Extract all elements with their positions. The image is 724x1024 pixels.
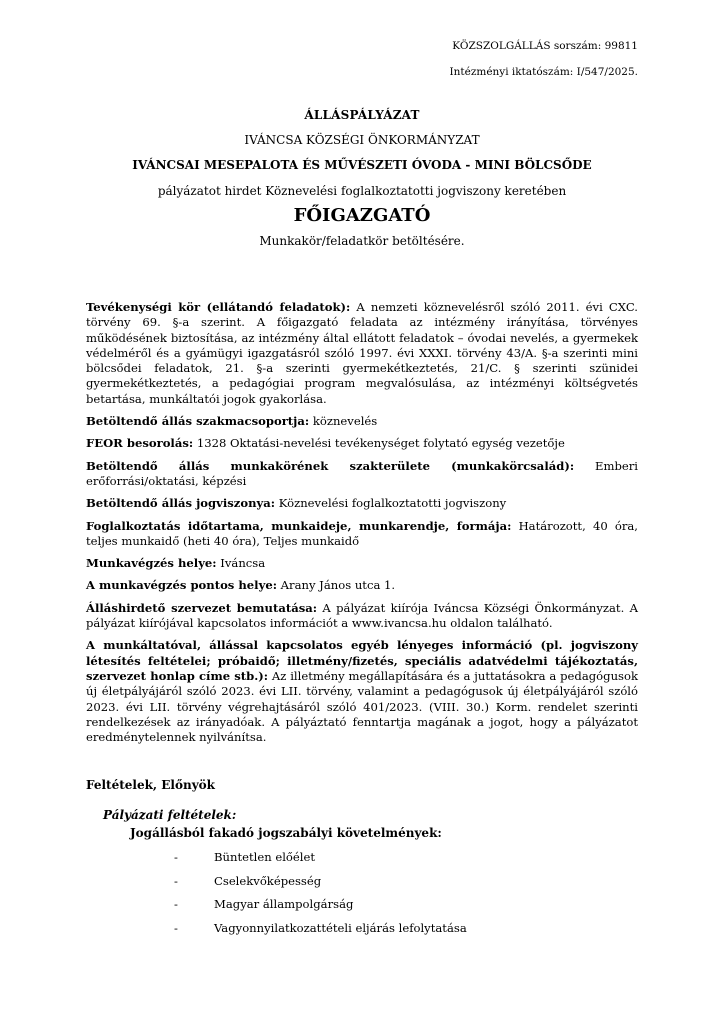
section-organization [86,601,638,632]
section-text: Arany János utca 1. [276,578,396,593]
requirements-list [174,850,467,944]
section-other-info [86,638,638,745]
conditions-heading: Feltételek, Előnyök [86,778,215,792]
section-field [86,414,638,429]
requirements-group-title: Jogállásból fakadó jogszabályi követelmények: [130,826,442,840]
bullet-dash: - [174,897,178,911]
section-label: A munkavégzés pontos helye: [86,578,277,593]
section-label: Tevékenységi kör (ellátandó feladatok): [86,300,351,314]
section-label: Betöltendő állás szakmacsoportja: [86,414,310,429]
section-label: Foglalkoztatás időtartama, munkaideje, munkarendje, formája: [86,518,512,533]
section-workplace [86,556,638,571]
document-kind: ÁLLÁSPÁLYÁZAT [304,108,420,122]
section-text: A nemzeti köznevelésről szóló 2011. évi CXC. törvény 69. §-a szerint. A főigazgató feladata az intézmény irányítása, törvényes működésének biztosítása, az intézmény által ellátott feladatok – óvodai nevelés, a gyermekek védelméről és a gyámügyi igazgatásról szóló 1997. évi XXXI. törvény 43/A. §-a szerinti mini bölcsődei feladatok, 21. §-a szerinti gyermekétkeztetés, 21/C. § szerinti szünidei gyermekétkeztetés, a pedagógiai program megvalósulása, az intézményi költségvetés betartása, munkáltatói jogok gyakorlása. [86,300,638,406]
section-label: A munkáltatóval, állással kapcsolatos egyéb lényeges információ (pl. jogviszony létesítés feltételei; próbaidő; illetmény/fizetés, speciális adatvédelmi tájékoztatás, szervezet honlap címe stb.): [86,638,638,683]
list-item-text: Cselekvőképesség [214,873,322,888]
section-text: Iváncsa [216,556,266,571]
issuer-name: IVÁNCSA KÖZSÉGI ÖNKORMÁNYZAT [244,133,480,147]
registry-number: Intézményi iktatószám: I/547/2025. [449,66,638,78]
section-label: Betöltendő állás jogviszonya: [86,496,276,511]
position-title: FŐIGAZGATÓ [293,205,431,226]
section-text: A pályázat kiírója Iváncsa Községi Önkormányzat. A pályázat kiírójával kapcsolatos információt a www.ivancsa.hu oldalon található. [86,600,639,631]
section-exact-workplace [86,578,638,593]
conditions-subheading: Pályázati feltételek: [103,808,237,822]
section-label: Munkavégzés helye: [86,556,217,571]
section-feor [86,436,638,451]
list-item [174,874,467,898]
section-text: Határozott, 40 óra, teljes munkaidő (heti 40 óra), Teljes munkaidő [86,518,638,548]
list-item [174,850,467,874]
section-employment [86,519,638,550]
section-text: Az illetmény megállapítására és a juttatásokra a pedagógusok új életpályájáról szóló 2023. évi LII. törvény, valamint a pedagógusok új életpályájáról szóló 2023. évi LII. törvény végrehajtásáról szóló 401/2023. (VIII. 30.) Korm. rendelet szerinti rendelkezések az irányadóak. A pályáztató fenntartja magának a jogot, hogy a pályázatot eredménytelennek nyilvánítsa. [86,668,638,745]
bullet-dash: - [174,920,178,935]
bullet-dash: - [174,873,178,888]
serial-number: KÖZSZOLGÁLLÁS sorszám: 99811 [452,40,638,52]
list-item-text: Büntetlen előélet [214,850,315,864]
section-label: Betöltendő állás munkakörének szakterülete (munkakörcsalád): [86,458,575,473]
section-legal-relation [86,496,638,511]
list-item-text: Magyar állampolgárság [214,897,354,911]
institution-name: IVÁNCSAI MESEPALOTA ÉS MŰVÉSZETI ÓVODA - MINI BÖLCSŐDE [132,158,592,172]
announcement-line: pályázatot hirdet Köznevelési foglalkoztatotti jogviszony keretében [157,184,567,198]
list-item [174,897,467,921]
section-text: köznevelés [309,414,378,429]
bullet-dash: - [174,850,178,864]
section-text: Emberi erőforrási/oktatási, képzési [86,458,638,488]
purpose-line: Munkakör/feladatkör betöltésére. [259,234,465,248]
section-label: Álláshirdető szervezet bemutatása: [86,600,318,615]
list-item-text: Vagyonnyilatkozattételi eljárás lefolytatása [214,920,467,935]
section-text: 1328 Oktatási-nevelési tevékenységet folytató egység vezetője [193,436,565,451]
list-item [174,921,467,945]
section-text: Köznevelési foglalkoztatotti jogviszony [275,496,507,511]
section-label: FEOR besorolás: [86,436,194,451]
job-details [86,300,638,752]
section-activities [86,300,638,407]
section-job-family [86,459,638,490]
